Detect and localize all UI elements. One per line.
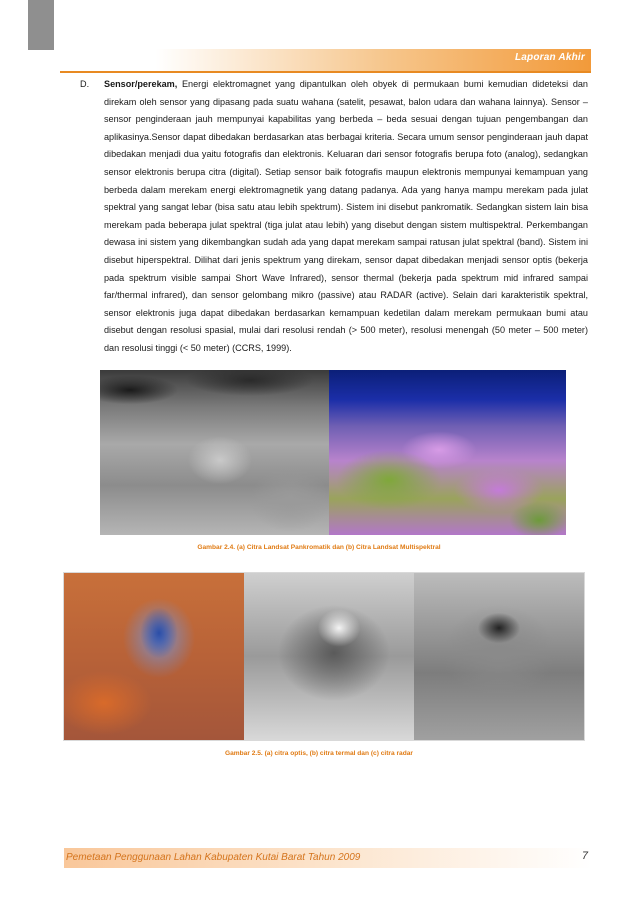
header-bar (60, 49, 591, 73)
footer-bar (64, 848, 592, 868)
landsat-panchromatic-image (100, 370, 329, 535)
section-letter: D. (80, 79, 90, 89)
section-heading: Sensor/perekam, (104, 79, 178, 89)
figure2-caption: Gambar 2.5. (a) citra optis, (b) citra termal dan (c) citra radar (225, 750, 413, 757)
figure-landsat (100, 370, 566, 535)
section-d (80, 76, 588, 358)
corner-tab (28, 0, 54, 50)
footer-label: Pemetaan Penggunaan Lahan Kabupaten Kutai Barat Tahun 2009 (66, 852, 361, 863)
radar-image (414, 573, 584, 740)
optical-image (64, 573, 244, 740)
section-body: Energi elektromagnet yang dipantulkan oleh obyek di permukaan bumi kemudian dideteksi dan direkam oleh sensor yang dipasang pada suatu wahana (satelit, pesawat, balon udara dan wahana lainnya). Sensor – sensor penginderaan jauh mempunyai kapabilitas yang berbeda – beda sesuai dengan tujuan pengembangan dan aplikasinya.Sensor dapat dibedakan berdasarkan atas berbagai kriteria. Secara umum sensor penginderaan jauh dapat dibedakan menjadi dua yaitu fotografis dan elektronis. Keluaran dari sensor fotografis berupa foto (analog), sedangkan sensor elektronis berupa citra (digital). Setiap sensor baik fotografis maupun elektronis mempunyai kemampuan yang berbeda dalam merekam energi elektromagnetik yang datang padanya. Ada yang hanya mampu merekam pada julat spektral yang sangat lebar (bisa satu atau lebih spektrum). Sistem ini disebut pankromatik. Sedangkan sistem lain bisa merekam pada beberapa julat spektral (tiga julat atau lebih) yang disebut dengan sistem multispektral. Perkembangan dewasa ini sistem yang dikembangkan sudah ada yang dapat merekam sampai ratusan julat spektral (band). Sistem ini disebut hiperspektral. Dilihat dari jenis spektrum yang direkam, sensor dapat dibedakan menjadi sensor optis (bekerja pada spektrum visible sampai Short Wave Infrared), sensor thermal (bekerja pada spektrum mid infrared sampai far/thermal infrared), dan sensor gelombang mikro (passive) atau RADAR (active). Selain dari karakteristik spektral, sensor elektronis juga dapat dibedakan berdasarkan kemampuan kedetilan dalam merekam permukaan bumi atau disebut dengan resolusi spasial, mulai dari resolusi rendah (> 500 meter), resolusi menengah (50 meter – 500 meter) dan resolusi tinggi (< 50 meter) (CCRS, 1999). (104, 79, 588, 353)
landsat-multispectral-image (329, 370, 566, 535)
thermal-image (244, 573, 414, 740)
section-paragraph (104, 76, 588, 358)
page-number: 7 (581, 850, 588, 862)
figure-sensors (64, 573, 584, 740)
header-label: Laporan Akhir (514, 52, 585, 63)
figure1-caption: Gambar 2.4. (a) Citra Landsat Pankromatik dan (b) Citra Landsat Multispektral (197, 544, 441, 551)
